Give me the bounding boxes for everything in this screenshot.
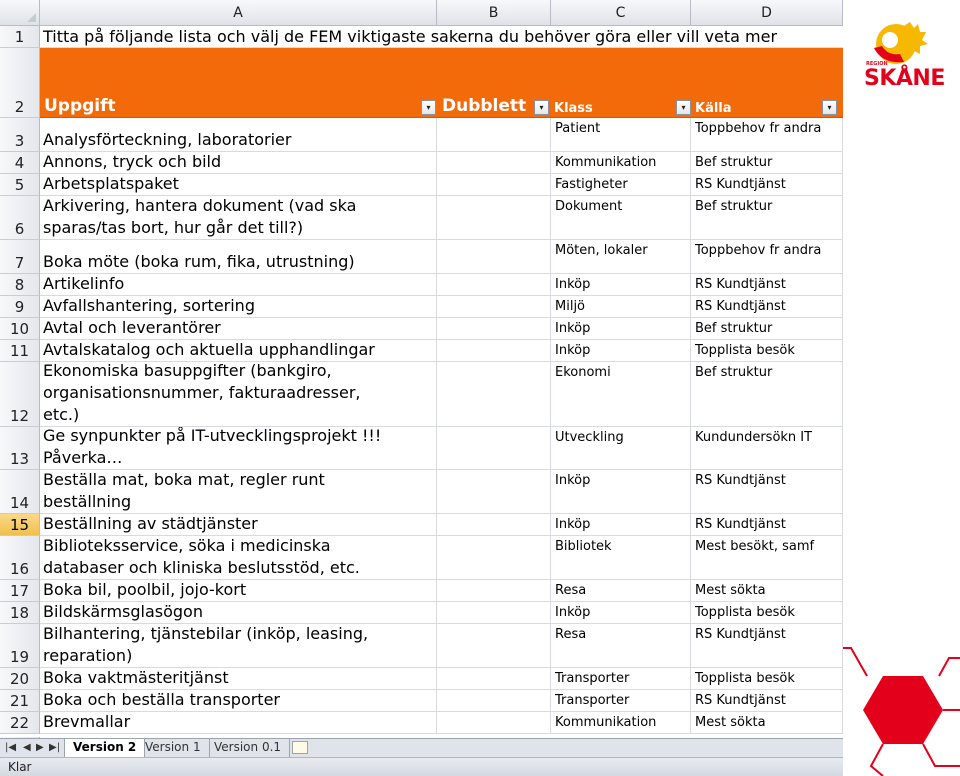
header-klass: Klass <box>554 101 593 116</box>
klass-cell[interactable]: Bibliotek <box>551 536 691 579</box>
table-row <box>40 668 843 690</box>
hexagon-outline <box>939 658 960 676</box>
last-sheet-icon[interactable]: ▶| <box>49 742 61 753</box>
uppgift-lines <box>43 712 130 733</box>
filter-dropdown-icon[interactable]: ▾ <box>822 100 837 115</box>
uppgift-text: Bildskärmsglasögon <box>43 602 203 621</box>
dubblett-cell[interactable] <box>437 152 551 173</box>
kalla-cell[interactable]: RS Kundtjänst <box>691 470 843 513</box>
row-header[interactable]: 20 <box>0 668 40 690</box>
klass-cell[interactable]: Transporter <box>551 668 691 689</box>
dubblett-cell[interactable] <box>437 624 551 667</box>
row-header[interactable]: 7 <box>0 240 40 274</box>
uppgift-text: Biblioteksservice, söka i medicinska <box>43 536 331 555</box>
klass-cell[interactable]: Inköp <box>551 470 691 513</box>
dubblett-cell[interactable] <box>437 690 551 711</box>
uppgift-lines <box>43 174 179 195</box>
hexagon-outline <box>923 744 960 766</box>
uppgift-lines <box>43 690 280 711</box>
row-header[interactable]: 22 <box>0 712 40 734</box>
uppgift-text: organisationsnummer, fakturaadresser, <box>43 383 361 402</box>
klass-cell[interactable]: Fastigheter <box>551 174 691 195</box>
kalla-cell[interactable]: Mest sökta <box>691 580 843 601</box>
title-cell[interactable]: Titta på följande lista och välj de FEM viktigaste sakerna du behöver göra eller vill veta mer <box>43 27 778 46</box>
table-row <box>40 712 843 734</box>
row-header[interactable]: 9 <box>0 296 40 318</box>
uppgift-text: Boka vaktmästeritjänst <box>43 668 229 687</box>
row-header[interactable]: 14 <box>0 470 40 514</box>
table-row <box>40 118 843 152</box>
uppgift-lines <box>43 602 203 623</box>
kalla-cell[interactable]: Mest sökta <box>691 712 843 733</box>
uppgift-cell[interactable] <box>40 536 437 579</box>
uppgift-text: Avfallshantering, sortering <box>43 296 255 315</box>
uppgift-cell[interactable] <box>40 580 437 601</box>
dubblett-cell[interactable] <box>437 536 551 579</box>
dubblett-cell[interactable] <box>437 470 551 513</box>
row-header[interactable]: 3 <box>0 118 40 152</box>
kalla-cell[interactable]: Topplista besök <box>691 602 843 623</box>
tab-version-2[interactable]: Version 2 <box>64 739 145 757</box>
tab-version-1[interactable]: Version 1 <box>137 739 210 757</box>
kalla-cell[interactable]: Kundundersökn IT <box>691 427 843 469</box>
dubblett-cell[interactable] <box>437 427 551 469</box>
uppgift-text: Boka möte (boka rum, fika, utrustning) <box>43 252 355 271</box>
table-header-row <box>40 48 843 118</box>
dubblett-cell[interactable] <box>437 196 551 239</box>
klass-cell[interactable]: Utveckling <box>551 427 691 469</box>
kalla-cell[interactable]: RS Kundtjänst <box>691 690 843 711</box>
row-header[interactable]: 13 <box>0 427 40 470</box>
klass-cell[interactable]: Resa <box>551 624 691 667</box>
column-header-b[interactable]: B <box>437 0 551 26</box>
table-row <box>40 624 843 668</box>
uppgift-text: reparation) <box>43 646 133 665</box>
table-row <box>40 174 843 196</box>
uppgift-lines <box>43 624 368 667</box>
row-header[interactable]: 17 <box>0 580 40 602</box>
row-header[interactable]: 12 <box>0 362 40 427</box>
kalla-cell[interactable]: Bef struktur <box>691 362 843 426</box>
row-header[interactable]: 6 <box>0 196 40 240</box>
uppgift-cell[interactable] <box>40 240 437 273</box>
uppgift-cell[interactable] <box>40 602 437 623</box>
row-header[interactable]: 5 <box>0 174 40 196</box>
uppgift-lines <box>43 470 325 513</box>
dubblett-cell[interactable] <box>437 240 551 273</box>
uppgift-cell[interactable] <box>40 690 437 711</box>
uppgift-cell[interactable] <box>40 712 437 733</box>
table-row <box>40 296 843 318</box>
header-kalla: Källa <box>695 101 732 116</box>
uppgift-text: Analysförteckning, laboratorier <box>43 130 292 149</box>
kalla-cell[interactable]: RS Kundtjänst <box>691 514 843 535</box>
sort-filter-icon[interactable]: ▾ <box>421 100 436 115</box>
table-row <box>40 427 843 470</box>
kalla-cell[interactable]: RS Kundtjänst <box>691 624 843 667</box>
klass-cell[interactable]: Inköp <box>551 274 691 295</box>
table-row <box>40 470 843 514</box>
klass-cell[interactable]: Kommunikation <box>551 152 691 173</box>
klass-cell[interactable]: Transporter <box>551 690 691 711</box>
kalla-cell[interactable]: RS Kundtjänst <box>691 174 843 195</box>
logo-skane-text: SKÅNE <box>864 66 945 91</box>
dubblett-cell[interactable] <box>437 296 551 317</box>
uppgift-text: Avtalskatalog och aktuella upphandlingar <box>43 340 375 359</box>
uppgift-cell[interactable] <box>40 196 437 239</box>
column-header-a[interactable]: A <box>40 0 437 26</box>
uppgift-text: etc.) <box>43 405 80 424</box>
klass-cell[interactable]: Inköp <box>551 514 691 535</box>
uppgift-lines <box>43 274 124 295</box>
uppgift-cell[interactable] <box>40 340 437 361</box>
uppgift-text: Bilhantering, tjänstebilar (inköp, leasing, <box>43 624 369 643</box>
uppgift-lines <box>43 296 255 317</box>
uppgift-cell[interactable] <box>40 296 437 317</box>
logo-region-label: REGION <box>866 61 888 67</box>
uppgift-text: Beställa mat, boka mat, regler runt <box>43 470 325 489</box>
select-all-corner[interactable] <box>0 0 40 26</box>
dubblett-cell[interactable] <box>437 668 551 689</box>
kalla-cell[interactable]: Toppbehov fr andra <box>691 118 843 151</box>
table-row <box>40 514 843 536</box>
klass-cell[interactable]: Patient <box>551 118 691 151</box>
uppgift-lines <box>43 514 258 535</box>
uppgift-cell[interactable] <box>40 470 437 513</box>
uppgift-text: Brevmallar <box>43 712 131 731</box>
uppgift-lines <box>43 318 221 339</box>
uppgift-text: Påverka… <box>43 448 123 467</box>
uppgift-text: Ekonomiska basuppgifter (bankgiro, <box>43 362 332 380</box>
uppgift-text: Arkivering, hantera dokument (vad ska <box>43 196 357 215</box>
uppgift-text: databaser och kliniska beslutsstöd, etc. <box>43 558 360 577</box>
filter-dropdown-icon[interactable]: ▾ <box>534 100 549 115</box>
column-header-d[interactable]: D <box>691 0 843 26</box>
header-dubblett: Dubblett <box>442 96 527 116</box>
filter-dropdown-icon[interactable]: ▾ <box>676 100 691 115</box>
uppgift-cell[interactable] <box>40 118 437 151</box>
hexagon-shape <box>863 676 943 744</box>
uppgift-text: Arbetsplatspaket <box>43 174 179 193</box>
hexagon-outline <box>871 744 883 776</box>
uppgift-cell[interactable] <box>40 362 437 426</box>
table-row <box>40 318 843 340</box>
klass-cell[interactable]: Inköp <box>551 602 691 623</box>
kalla-cell[interactable]: RS Kundtjänst <box>691 296 843 317</box>
row-header[interactable]: 10 <box>0 318 40 340</box>
uppgift-cell[interactable] <box>40 174 437 195</box>
uppgift-lines <box>43 362 361 426</box>
uppgift-cell[interactable] <box>40 668 437 689</box>
row-header[interactable]: 4 <box>0 152 40 174</box>
kalla-cell[interactable]: Toppbehov fr andra <box>691 240 843 273</box>
kalla-cell[interactable]: Topplista besök <box>691 340 843 361</box>
dubblett-cell[interactable] <box>437 340 551 361</box>
hexagon-outline <box>843 648 867 676</box>
uppgift-text: Boka och beställa transporter <box>43 690 280 709</box>
uppgift-lines <box>43 427 381 469</box>
dubblett-cell[interactable] <box>437 318 551 339</box>
uppgift-text: Avtal och leverantörer <box>43 318 221 337</box>
kalla-cell[interactable]: Bef struktur <box>691 318 843 339</box>
uppgift-cell[interactable] <box>40 152 437 173</box>
uppgift-lines <box>43 536 360 579</box>
row-header[interactable]: 19 <box>0 624 40 668</box>
uppgift-text: beställning <box>43 492 132 511</box>
dubblett-cell[interactable] <box>437 514 551 535</box>
uppgift-lines <box>43 152 221 173</box>
uppgift-lines <box>43 251 355 273</box>
uppgift-text: Ge synpunkter på IT-utvecklingsprojekt !!! <box>43 427 382 445</box>
row-header[interactable]: 8 <box>0 274 40 296</box>
uppgift-lines <box>43 196 356 239</box>
uppgift-lines <box>43 668 229 689</box>
uppgift-cell[interactable] <box>40 624 437 667</box>
sheet-tab-bar <box>0 738 843 757</box>
title-row <box>40 26 843 48</box>
uppgift-cell[interactable] <box>40 318 437 339</box>
uppgift-cell[interactable] <box>40 274 437 295</box>
dubblett-cell[interactable] <box>437 602 551 623</box>
klass-cell[interactable]: Miljö <box>551 296 691 317</box>
uppgift-text: sparas/tas bort, hur går det till?) <box>43 218 304 237</box>
uppgift-text: Boka bil, poolbil, jojo-kort <box>43 580 247 599</box>
table-row <box>40 240 843 274</box>
uppgift-text: Beställning av städtjänster <box>43 514 258 533</box>
klass-cell[interactable]: Kommunikation <box>551 712 691 733</box>
uppgift-text: Annons, tryck och bild <box>43 152 222 171</box>
kalla-cell[interactable]: RS Kundtjänst <box>691 274 843 295</box>
klass-cell[interactable]: Resa <box>551 580 691 601</box>
next-sheet-icon[interactable]: ▶ <box>36 742 44 753</box>
uppgift-lines <box>43 580 246 601</box>
table-row <box>40 274 843 296</box>
table-row <box>40 690 843 712</box>
table-row <box>40 152 843 174</box>
uppgift-text: Artikelinfo <box>43 274 125 293</box>
table-row <box>40 340 843 362</box>
dubblett-cell[interactable] <box>437 362 551 426</box>
row-header[interactable]: 16 <box>0 536 40 580</box>
dubblett-cell[interactable] <box>437 580 551 601</box>
klass-cell[interactable]: Möten, lokaler <box>551 240 691 273</box>
table-row <box>40 196 843 240</box>
table-row <box>40 362 843 427</box>
status-text: Klar <box>8 760 32 774</box>
dubblett-cell[interactable] <box>437 274 551 295</box>
row-header[interactable]: 18 <box>0 602 40 624</box>
dubblett-cell[interactable] <box>437 174 551 195</box>
kalla-cell[interactable]: Bef struktur <box>691 196 843 239</box>
prev-sheet-icon[interactable]: ◀ <box>23 742 31 753</box>
klass-cell[interactable]: Inköp <box>551 340 691 361</box>
row-header[interactable]: 1 <box>0 26 40 48</box>
uppgift-cell[interactable] <box>40 427 437 469</box>
row-header[interactable]: 11 <box>0 340 40 362</box>
dubblett-cell[interactable] <box>437 118 551 151</box>
kalla-cell[interactable]: Mest besökt, samf <box>691 536 843 579</box>
uppgift-cell[interactable] <box>40 514 437 535</box>
row-header[interactable]: 15 <box>0 514 40 536</box>
dubblett-cell[interactable] <box>437 712 551 733</box>
kalla-cell[interactable]: Bef struktur <box>691 152 843 173</box>
klass-cell[interactable]: Dokument <box>551 196 691 239</box>
column-header-c[interactable]: C <box>551 0 691 26</box>
table-row <box>40 536 843 580</box>
klass-cell[interactable]: Inköp <box>551 318 691 339</box>
status-bar <box>0 757 843 776</box>
table-row <box>40 602 843 624</box>
row-header[interactable]: 2 <box>0 48 40 118</box>
first-sheet-icon[interactable]: |◀ <box>5 742 17 753</box>
tab-version-0-1[interactable]: Version 0.1 <box>206 739 290 757</box>
klass-cell[interactable]: Ekonomi <box>551 362 691 426</box>
table-row <box>40 580 843 602</box>
uppgift-lines <box>43 340 375 361</box>
uppgift-lines <box>43 129 291 151</box>
row-header[interactable]: 21 <box>0 690 40 712</box>
kalla-cell[interactable]: Topplista besök <box>691 668 843 689</box>
decorative-hexagons <box>843 640 960 776</box>
header-uppgift: Uppgift <box>44 96 116 116</box>
insert-sheet-icon[interactable] <box>292 741 308 754</box>
